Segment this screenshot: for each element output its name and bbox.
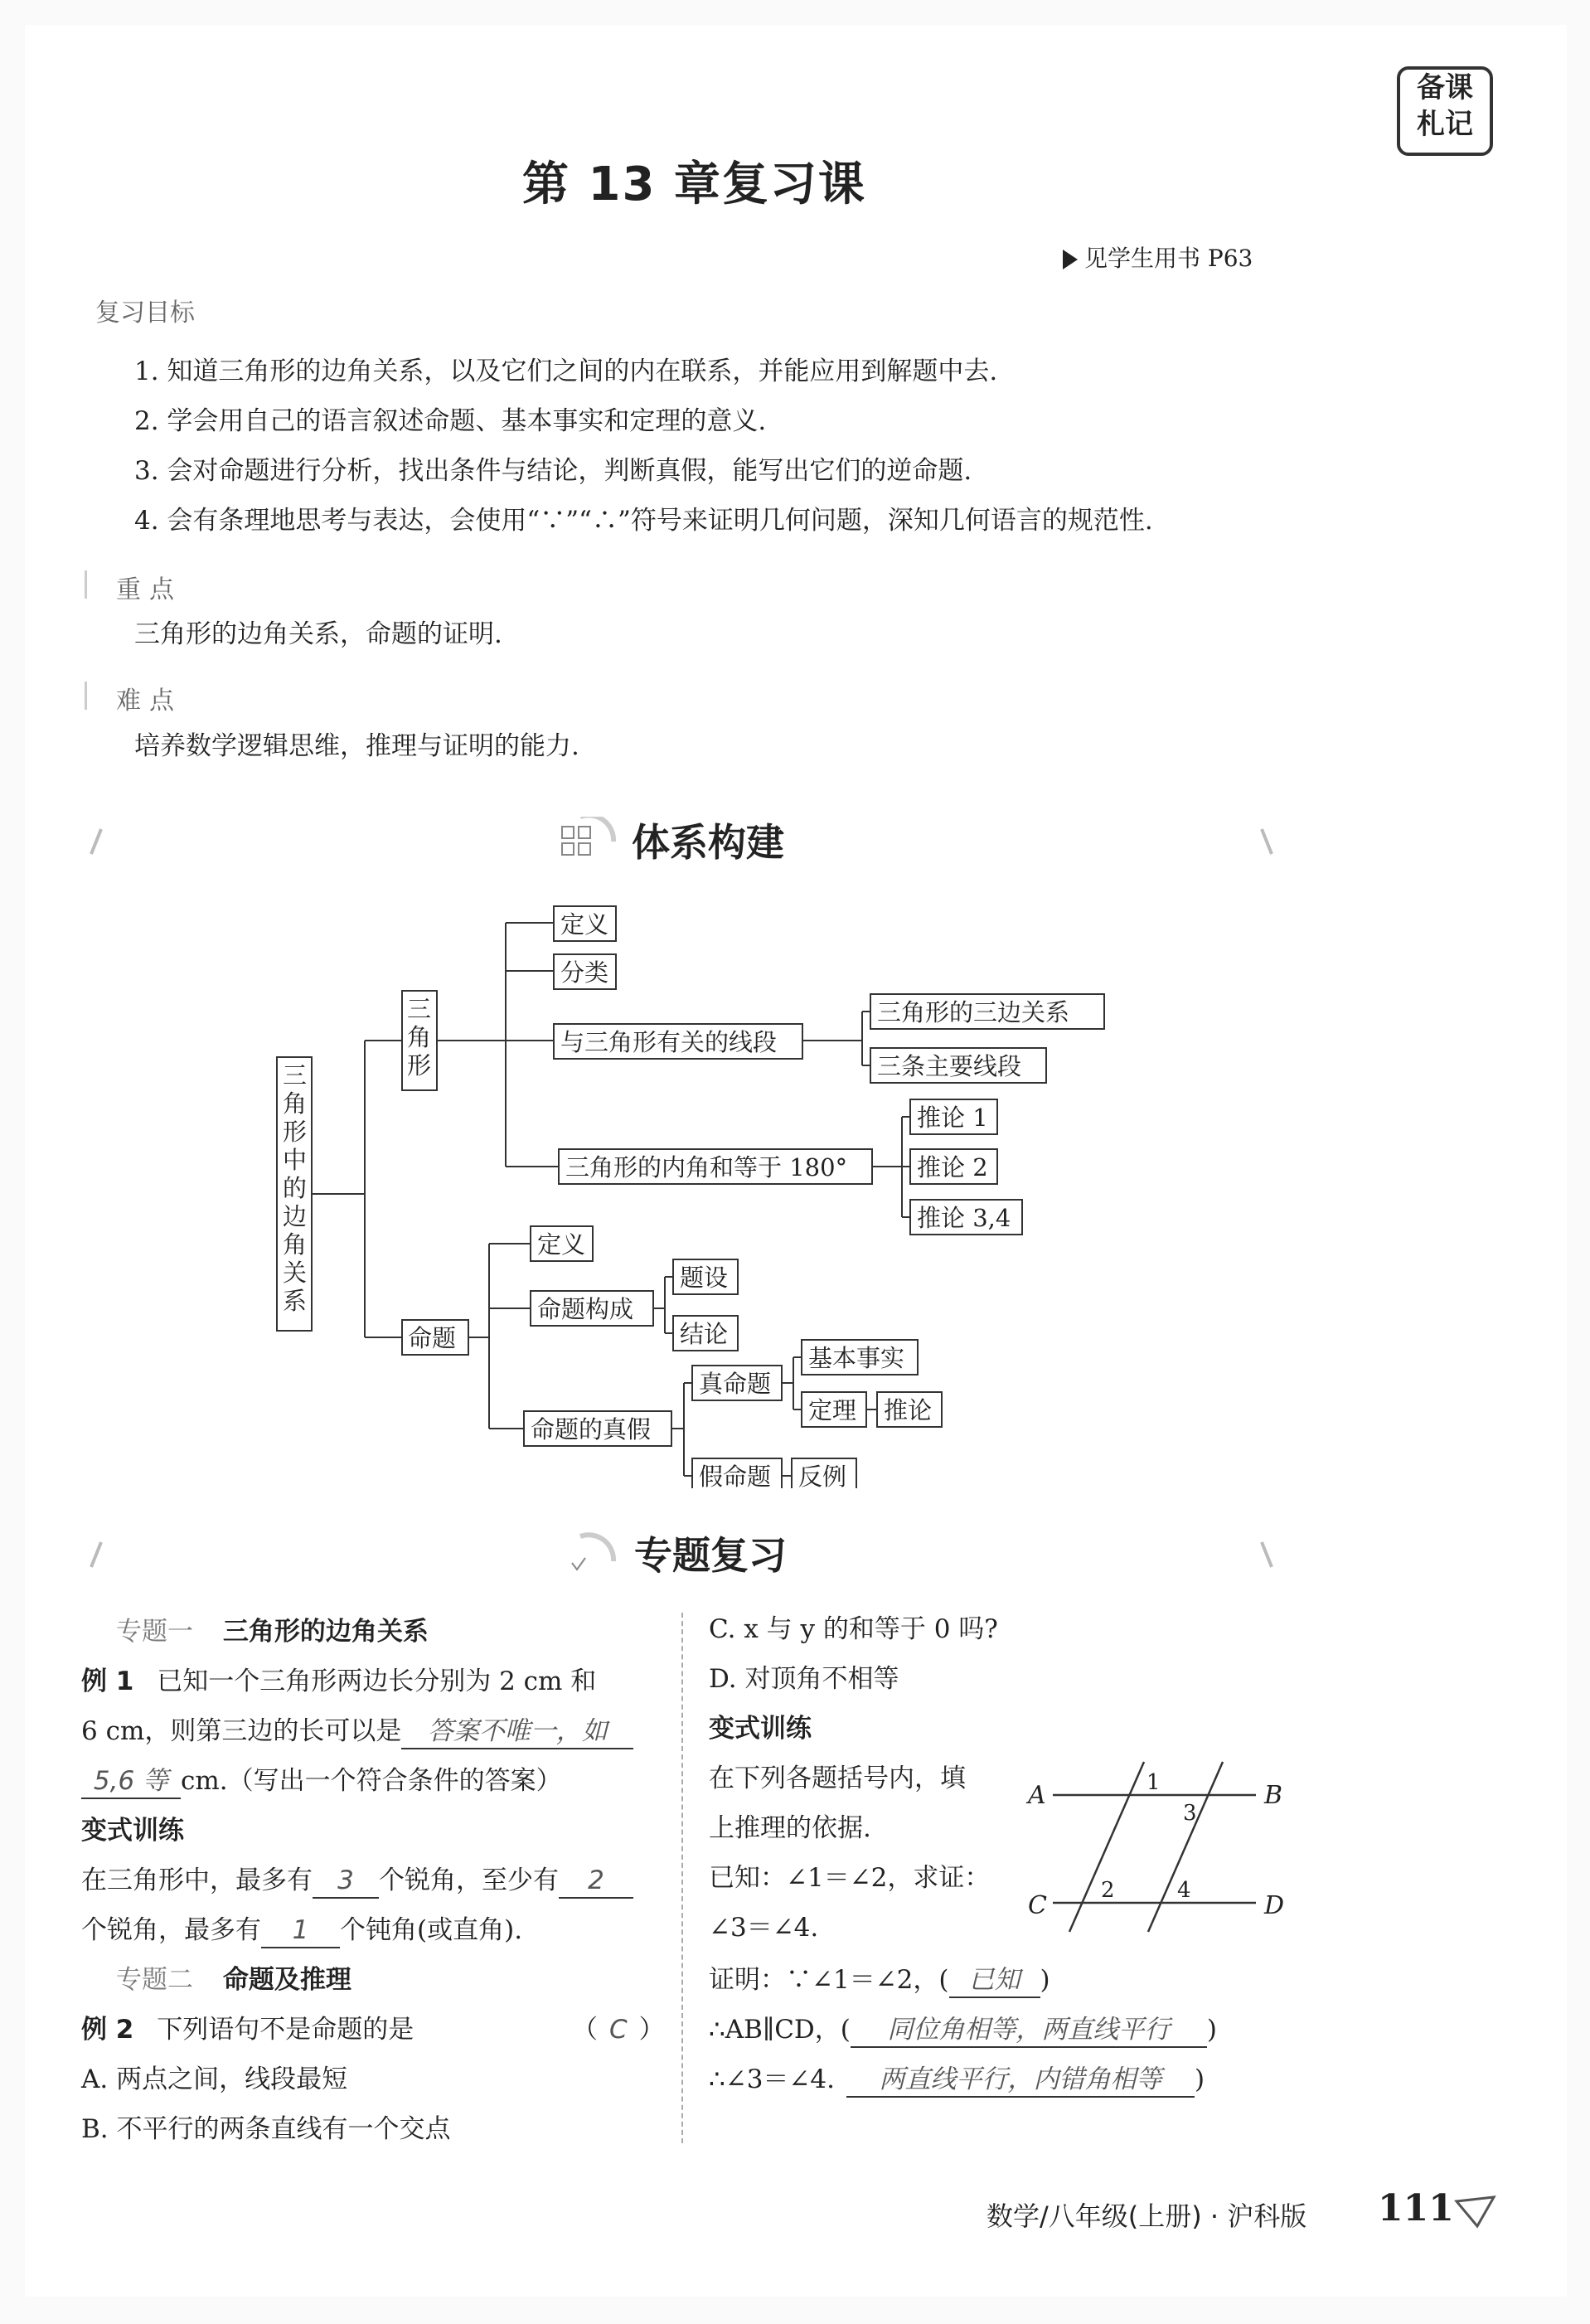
topic2-label: 专题二 [116, 1965, 193, 1995]
drill1-answer-2: 2 [559, 1864, 633, 1899]
proof-answer-1: 已知 [949, 1963, 1040, 1998]
drill2-line2: 上推理的依据. [709, 1813, 871, 1843]
slash-left [91, 829, 101, 854]
root-char: 三 [283, 1061, 308, 1089]
p-truth-text: 命题的真假 [531, 1415, 652, 1443]
angle-3: 3 [1183, 1801, 1197, 1826]
ex1-label: 例 1 [81, 1667, 134, 1696]
student-book-reference [1063, 240, 1253, 274]
badge-line1: 备课 [1417, 71, 1473, 104]
drill2-line4: ∠3＝∠4. [709, 1913, 819, 1943]
ex2-text: 下列语句不是命题的是 [157, 2015, 414, 2045]
root-text [283, 1061, 314, 1315]
root-char: 系 [283, 1287, 308, 1315]
badge-line2: 札记 [1417, 108, 1473, 141]
ex2-answer-bracket [572, 2013, 665, 2046]
proof-close1: ) [1040, 1965, 1050, 1995]
t-cor34-text: 推论 3,4 [917, 1204, 1011, 1232]
grid-icon [579, 827, 590, 838]
proof-text2: ∴AB∥CD，( [709, 2015, 851, 2045]
proof-close2: ) [1206, 2015, 1217, 2045]
page-title: 第 13 章复习课 [522, 158, 866, 211]
divider-mark [85, 570, 87, 599]
concept-map [265, 891, 1111, 1488]
t-three-segments-text: 三条主要线段 [877, 1052, 1022, 1080]
proof-answer-3: 两直线平行，内错角相等 [846, 2063, 1195, 2098]
drill2-line1: 在下列各题括号内，填 [709, 1764, 966, 1793]
slash-left [91, 1542, 101, 1567]
column-divider [681, 1613, 683, 2143]
play-triangle-icon [1063, 250, 1078, 269]
key-points-label: 重点 [116, 575, 182, 604]
root-char: 中 [283, 1146, 308, 1174]
proof-line2 [709, 2013, 1217, 2048]
key-points-text: 三角形的边角关系，命题的证明. [134, 619, 502, 649]
topic1-title: 三角形的边角关系 [222, 1617, 429, 1647]
label-c: C [1028, 1891, 1047, 1920]
ex1-text2: 6 cm，则第三边的长可以是 [81, 1716, 402, 1746]
drill2-label: 变式训练 [709, 1714, 812, 1744]
transversal-left [1069, 1762, 1144, 1932]
ex2-option-d: D. 对顶角不相等 [709, 1664, 899, 1694]
t-segments-text: 与三角形有关的线段 [560, 1028, 778, 1056]
topic2-heading [116, 1963, 351, 1997]
root-char: 角 [283, 1089, 308, 1118]
drill1-label: 变式训练 [81, 1816, 184, 1846]
t-cor2-text: 推论 2 [917, 1153, 988, 1181]
t-angle-sum-text: 三角形的内角和等于 180° [565, 1153, 848, 1181]
goal-item-1: 1. 知道三角形的边角关系，以及它们之间的内在联系，并能应用到解题中去. [134, 357, 998, 386]
drill1-answer-1: 3 [313, 1864, 379, 1899]
arrow-shape [1457, 2197, 1494, 2226]
slash-right [1262, 1542, 1272, 1567]
angle-2: 2 [1101, 1878, 1115, 1903]
ex2-option-b: B. 不平行的两条直线有一个交点 [81, 2114, 451, 2144]
review-heading: 专题复习 [634, 1533, 787, 1578]
proof-line1 [709, 1963, 1050, 1998]
p-counter-text: 反例 [798, 1463, 847, 1488]
goals-label: 复习目标 [95, 298, 195, 327]
system-heading: 体系构建 [632, 820, 784, 865]
label-b: B [1264, 1781, 1283, 1810]
proposition-text: 命题 [408, 1324, 457, 1352]
ex2-line [81, 2013, 414, 2046]
proof-text1: 证明：∵∠1＝∠2，( [709, 1965, 949, 1995]
t-class-text: 分类 [560, 958, 609, 987]
angle-4: 4 [1177, 1878, 1191, 1903]
ex1-line2 [81, 1715, 633, 1749]
check-icon [572, 1558, 585, 1570]
divider-mark [85, 682, 87, 710]
root-char: 角 [283, 1230, 308, 1259]
topic1-label: 专题一 [116, 1617, 193, 1647]
p-hypothesis-text: 题设 [680, 1264, 729, 1292]
p-true-text: 真命题 [699, 1370, 772, 1398]
arc-icon [580, 1535, 613, 1561]
goal-item-2: 2. 学会用自己的语言叙述命题、基本事实和定理的意义. [134, 406, 767, 436]
root-char: 边 [283, 1202, 308, 1230]
topic1-heading [116, 1615, 429, 1648]
book-info: 数学/八年级(上册) · 沪科版 [986, 2200, 1307, 2232]
p-conclusion-text: 结论 [680, 1320, 729, 1348]
ex2-option-a: A. 两点之间，线段最短 [81, 2064, 348, 2094]
proof-answer-2: 同位角相等，两直线平行 [851, 2013, 1207, 2048]
p-theorem-text: 定理 [808, 1396, 857, 1424]
drill1-text-b: 个锐角，至少有 [379, 1866, 559, 1895]
p-fact-text: 基本事实 [808, 1344, 905, 1372]
label-a: A [1028, 1781, 1046, 1810]
drill1-line1 [81, 1864, 633, 1899]
ex1-text1: 已知一个三角形两边长分别为 2 cm 和 [157, 1667, 597, 1696]
angle-1: 1 [1146, 1770, 1161, 1795]
proof-close3: ) [1194, 2064, 1205, 2094]
ref-text: 见学生用书 P63 [1084, 245, 1253, 272]
grid-icon [562, 843, 574, 855]
proof-line3 [709, 2063, 1205, 2098]
slash-right [1262, 829, 1272, 854]
ex1-text3: cm.（写出一个符合条件的答案） [181, 1766, 562, 1796]
p-false-text: 假命题 [699, 1463, 772, 1488]
ex1-line3 [81, 1764, 562, 1799]
root-char: 关 [283, 1259, 308, 1287]
ex2-open: （ [572, 2015, 598, 2045]
grid-icon [579, 843, 590, 855]
drill1-line2 [81, 1914, 522, 1948]
p-structure-text: 命题构成 [537, 1295, 634, 1323]
p-inference-text: 推论 [884, 1396, 933, 1424]
ex2-answer: C [609, 2015, 628, 2045]
drill1-answer-3: 1 [261, 1914, 340, 1948]
topic2-title: 命题及推理 [222, 1965, 351, 1995]
drill1-text-a: 在三角形中，最多有 [81, 1866, 313, 1895]
ex2-close: ） [638, 2015, 665, 2045]
ex1-answer-b: 5,6 等 [81, 1764, 181, 1799]
ex2-option-c: C. x 与 y 的和等于 0 吗? [709, 1614, 998, 1644]
root-char: 形 [283, 1118, 308, 1146]
t-three-sides-text: 三角形的三边关系 [877, 998, 1070, 1026]
drill1-text-d: 个钝角(或直角). [340, 1915, 523, 1945]
ex1-line1 [81, 1665, 596, 1698]
t-def-text: 定义 [560, 910, 609, 939]
difficulties-text: 培养数学逻辑思维，推理与证明的能力. [134, 731, 579, 761]
grid-icon [562, 827, 574, 838]
notes-badge [1397, 66, 1493, 156]
triangle-text: 三角形 [407, 995, 432, 1080]
root-char: 的 [283, 1174, 308, 1202]
corner-arrow-icon [1452, 2189, 1502, 2230]
ex2-label: 例 2 [81, 2015, 134, 2045]
label-d: D [1264, 1891, 1285, 1920]
goal-item-3: 3. 会对命题进行分析，找出条件与结论，判断真假，能写出它们的逆命题. [134, 456, 972, 486]
ex1-answer-a: 答案不唯一，如 [401, 1715, 633, 1749]
difficulties-label: 难点 [116, 687, 182, 716]
goal-item-4: 4. 会有条理地思考与表达，会使用“∵”“∴”符号来证明几何问题，深知几何语言的规范性. [134, 506, 1153, 536]
drill1-text-c: 个锐角，最多有 [81, 1915, 261, 1945]
drill2-line3: 已知：∠1＝∠2，求证： [709, 1863, 991, 1893]
t-cor1-text: 推论 1 [917, 1104, 988, 1132]
proof-text3: ∴∠3＝∠4. [709, 2064, 835, 2094]
page-number: 111 [1378, 2187, 1454, 2229]
p-def-text: 定义 [537, 1230, 586, 1259]
parallel-lines-figure [1016, 1749, 1306, 1940]
